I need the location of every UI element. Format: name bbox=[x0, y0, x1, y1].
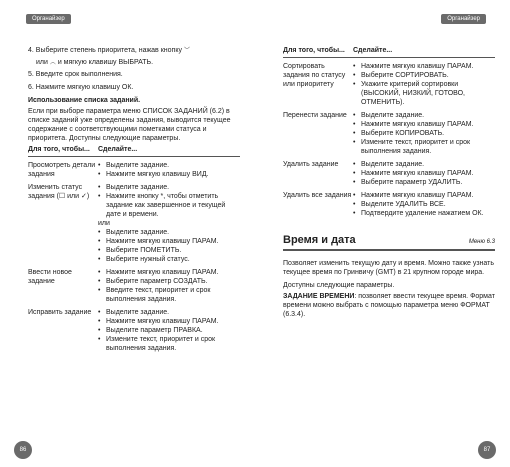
bullet-item bbox=[353, 160, 495, 169]
bullet-text: Нажмите мягкую клавишу ВИД. bbox=[106, 171, 209, 178]
table-row bbox=[283, 111, 495, 156]
bullet-item bbox=[353, 120, 495, 129]
bullet-text: Выделите задание. bbox=[361, 112, 425, 119]
paragraph-options: Доступны следующие параметры. bbox=[283, 282, 395, 289]
bullet-text: Выделите задание. bbox=[106, 229, 170, 236]
bullet-icon: • bbox=[98, 162, 101, 169]
bullet-item bbox=[98, 286, 240, 304]
bullet-icon: • bbox=[353, 63, 356, 70]
bullet-item bbox=[353, 169, 495, 178]
bullet-text: Выделите УДАЛИТЬ ВСЕ. bbox=[361, 201, 446, 208]
bullet-text: Выберите параметр СОЗДАТЬ. bbox=[106, 278, 208, 285]
divider bbox=[283, 57, 495, 58]
bullet-text: Нажмите мягкую клавишу ПАРАМ. bbox=[106, 238, 219, 245]
table-row bbox=[28, 268, 240, 304]
row-label: Ввести новое задание bbox=[28, 269, 72, 285]
bullet-text: Нажмите мягкую клавишу ПАРАМ. bbox=[361, 192, 474, 199]
row-actions bbox=[98, 161, 240, 179]
row-label: Изменить статус задания (☐ или ✓) bbox=[28, 184, 90, 200]
paragraph-time-setting: ЗАДАНИЕ ВРЕМЕНИ: позволяет ввести текущее время. Формат времени можно выбрать с помощью параметра меню ФОРМАТ (6.3.4). bbox=[283, 293, 495, 318]
bullet-icon: • bbox=[98, 278, 101, 285]
bullet-icon: • bbox=[98, 193, 101, 200]
row-label: Просмотреть детали задания bbox=[28, 162, 96, 178]
row-actions bbox=[353, 111, 495, 156]
bullet-icon: • bbox=[353, 161, 356, 168]
step-4: 4. Выберите степень приоритета, нажав кнопку ︶ bbox=[28, 47, 190, 54]
row-label: Перенести задание bbox=[283, 112, 347, 119]
table-header: Для того, чтобы... Сделайте... bbox=[283, 47, 393, 54]
right-table bbox=[283, 62, 495, 218]
bullet-icon: • bbox=[98, 247, 101, 254]
row-label: Сортировать задания по статусу или приоритету bbox=[283, 63, 346, 88]
bullet-icon: • bbox=[98, 238, 101, 245]
bullet-text: Выделите задание. bbox=[106, 309, 170, 316]
bullet-icon: • bbox=[98, 171, 101, 178]
bullet-text: Измените текст, приоритет и срок выполнения задания. bbox=[106, 336, 216, 352]
edit-text: Если при выборе параметра меню СПИСОК ЗАДАНИЙ (6.2) в списке заданий уже определены задания, выводится текущее содержание с соответствующими пометками статуса и приоритета. Доступны следующие параметры. bbox=[28, 108, 231, 142]
row-actions bbox=[98, 308, 240, 353]
row-actions bbox=[98, 183, 240, 264]
bullet-icon: • bbox=[98, 327, 101, 334]
bullet-text: Нажмите мягкую клавишу ПАРАМ. bbox=[106, 318, 219, 325]
bullet-icon: • bbox=[98, 336, 101, 343]
bullet-item bbox=[98, 277, 240, 286]
edit-heading: Использование списка заданий. bbox=[28, 97, 141, 104]
bullet-icon: • bbox=[353, 170, 356, 177]
left-content bbox=[28, 46, 240, 355]
row-label: Удалить задание bbox=[283, 161, 339, 168]
section-tab: Органайзер bbox=[441, 14, 486, 24]
bullet-item bbox=[353, 80, 495, 107]
bullet-text: Выберите параметр УДАЛИТЬ. bbox=[361, 179, 463, 186]
bullet-text: Нажмите мягкую клавишу ПАРАМ. bbox=[361, 63, 474, 70]
section-tab: Органайзер bbox=[26, 14, 71, 24]
bullet-icon: • bbox=[98, 256, 101, 263]
step-4-continued: или ︵ и мягкую клавишу ВЫБРАТЬ. bbox=[36, 59, 154, 66]
left-table bbox=[28, 161, 240, 353]
step-6: 6. Нажмите мягкую клавишу ОК. bbox=[28, 84, 134, 91]
table-row bbox=[28, 161, 240, 179]
bullet-item bbox=[98, 161, 240, 170]
bullet-text: Выберите ПОМЕТИТЬ. bbox=[106, 247, 182, 254]
bullet-icon: • bbox=[98, 309, 101, 316]
bullet-item bbox=[353, 129, 495, 138]
bullet-icon: • bbox=[98, 184, 101, 191]
row-label: Исправить задание bbox=[28, 309, 92, 316]
bullet-text: Укажите критерий сортировки (ВЫСОКИЙ, НИЗКИЙ, ГОТОВО, ОТМЕНИТЬ). bbox=[361, 81, 465, 106]
bullet-icon: • bbox=[353, 210, 356, 217]
bullet-icon: • bbox=[353, 201, 356, 208]
bullet-item bbox=[353, 191, 495, 200]
bullet-icon: • bbox=[353, 121, 356, 128]
row-actions bbox=[353, 191, 495, 218]
row-label: Удалить все задания bbox=[283, 192, 352, 199]
bullet-icon: • bbox=[98, 229, 101, 236]
or-separator: или bbox=[98, 220, 110, 227]
bullet-item bbox=[98, 237, 240, 246]
bullet-item bbox=[353, 111, 495, 120]
bullet-item bbox=[353, 138, 495, 156]
bullet-text: Выберите СОРТИРОВАТЬ. bbox=[361, 72, 449, 79]
row-actions bbox=[353, 160, 495, 187]
bullet-item bbox=[98, 170, 240, 179]
bullet-item bbox=[353, 209, 495, 218]
section-title: Время и дата bbox=[283, 234, 356, 246]
table-row bbox=[28, 308, 240, 353]
page-number: 86 bbox=[14, 441, 32, 459]
bullet-text: Нажмите мягкую клавишу ПАРАМ. bbox=[106, 269, 219, 276]
table-row bbox=[283, 191, 495, 218]
bullet-item bbox=[353, 178, 495, 187]
bullet-icon: • bbox=[98, 269, 101, 276]
bullet-item bbox=[98, 308, 240, 317]
table-header: Для того, чтобы... Сделайте... bbox=[28, 146, 138, 153]
bullet-icon: • bbox=[353, 130, 356, 137]
bullet-item bbox=[98, 246, 240, 255]
divider bbox=[28, 156, 240, 157]
bullet-item bbox=[98, 192, 240, 219]
bullet-icon: • bbox=[353, 112, 356, 119]
table-row bbox=[283, 160, 495, 187]
bullet-text: Выделите задание. bbox=[106, 162, 170, 169]
bullet-item bbox=[353, 71, 495, 80]
row-actions bbox=[353, 62, 495, 107]
bullet-icon: • bbox=[353, 72, 356, 79]
bullet-text: Выделите задание. bbox=[361, 161, 425, 168]
bullet-icon: • bbox=[98, 287, 101, 294]
row-actions bbox=[98, 268, 240, 304]
bullet-text: Нажмите мягкую клавишу ПАРАМ. bbox=[361, 170, 474, 177]
right-content bbox=[283, 46, 495, 321]
bullet-item bbox=[98, 317, 240, 326]
step-5: 5. Введите срок выполнения. bbox=[28, 71, 123, 78]
bullet-text: Выберите нужный статус. bbox=[106, 256, 190, 263]
bullet-text: Выберите КОПИРОВАТЬ. bbox=[361, 130, 445, 137]
down-key-icon: ︶ bbox=[183, 48, 190, 54]
right-page bbox=[255, 0, 510, 467]
bullet-item bbox=[98, 335, 240, 353]
bullet-item bbox=[98, 268, 240, 277]
bullet-item bbox=[98, 228, 240, 237]
bullet-item bbox=[98, 255, 240, 264]
bullet-text: Выделите параметр ПРАВКА. bbox=[106, 327, 203, 334]
bullet-icon: • bbox=[353, 179, 356, 186]
table-row bbox=[283, 62, 495, 107]
up-key-icon: ︵ bbox=[49, 60, 56, 66]
bullet-text: Нажмите кнопку *, чтобы отметить задание как завершенное и текущей дате и времени. bbox=[106, 193, 226, 218]
bullet-icon: • bbox=[353, 192, 356, 199]
bullet-icon: • bbox=[98, 318, 101, 325]
bullet-text: Подтвердите удаление нажатием ОК. bbox=[361, 210, 484, 217]
bullet-text: Выделите задание. bbox=[106, 184, 170, 191]
bullet-item bbox=[98, 183, 240, 192]
bullet-item bbox=[98, 326, 240, 335]
bullet-icon: • bbox=[353, 81, 356, 88]
bullet-item bbox=[353, 200, 495, 209]
table-row bbox=[28, 183, 240, 264]
bullet-text: Введите текст, приоритет и срок выполнения задания. bbox=[106, 287, 211, 303]
menu-reference: Меню 6.3 bbox=[468, 239, 495, 245]
paragraph-intro: Позволяет изменить текущую дату и время. Можно также узнать текущее время по Гринвичу (GMT) в 21 крупном городе мира. bbox=[283, 260, 495, 276]
section-header bbox=[283, 236, 495, 251]
bullet-text: Измените текст, приоритет и срок выполнения задания. bbox=[361, 139, 471, 155]
bullet-icon: • bbox=[353, 139, 356, 146]
page-number: 87 bbox=[478, 441, 496, 459]
bullet-item bbox=[353, 62, 495, 71]
bullet-text: Нажмите мягкую клавишу ПАРАМ. bbox=[361, 121, 474, 128]
